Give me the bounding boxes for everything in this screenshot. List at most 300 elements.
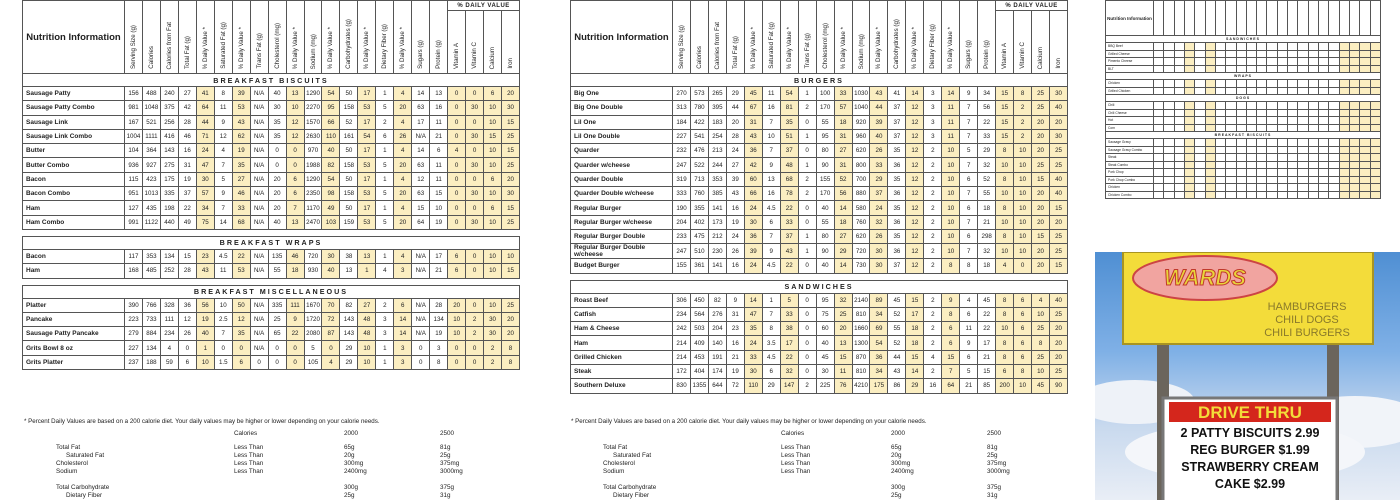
table-cell: 158 <box>340 101 358 115</box>
table-cell: 225 <box>816 379 834 393</box>
table-cell: 25 <box>1050 229 1068 243</box>
table-cell: 28 <box>430 298 448 312</box>
mini-cell <box>1174 191 1184 199</box>
table-cell: 36 <box>744 144 762 158</box>
board-line: STRAWBERRY CREAM <box>1181 460 1319 474</box>
mini-cell <box>1319 50 1329 58</box>
mini-cell <box>1360 161 1370 169</box>
table-cell: 115 <box>125 172 143 186</box>
cal-label: Calories <box>234 430 258 437</box>
table-cell: 2 <box>466 312 484 326</box>
item-name: Ham <box>23 264 125 278</box>
table-cell: 0 <box>466 144 484 158</box>
table-cell: 488 <box>142 87 160 101</box>
table-cell: N/A <box>412 298 430 312</box>
table-cell: 4 <box>448 144 466 158</box>
table-cell: 10 <box>484 249 502 263</box>
table-cell: 15 <box>996 115 1014 129</box>
mini-column-header <box>1257 1 1267 36</box>
item-name: Quarder <box>571 144 673 158</box>
mini-cell <box>1246 176 1256 184</box>
table-cell: 11 <box>834 365 852 379</box>
table-cell: 190 <box>673 201 691 215</box>
table-cell: 6 <box>960 201 978 215</box>
table-cell: 23 <box>726 322 744 336</box>
mini-cell <box>1288 124 1298 132</box>
mini-cell <box>1298 176 1308 184</box>
table-cell: 6 <box>960 229 978 243</box>
table-cell: 16 <box>762 101 780 115</box>
table-cell: 435 <box>142 201 160 215</box>
dv-nutrient: Saturated Fat <box>66 452 105 459</box>
table-cell: 1 <box>376 172 394 186</box>
mini-cell <box>1329 139 1339 147</box>
table-cell: 10 <box>1014 201 1032 215</box>
table-cell: 0 <box>448 215 466 229</box>
mini-cell <box>1164 191 1174 199</box>
mini-cell <box>1215 154 1225 162</box>
mini-cell <box>1154 176 1164 184</box>
table-cell: 10 <box>502 249 520 263</box>
column-header: Serving Size (g) <box>673 1 691 74</box>
table-cell: 24 <box>870 201 888 215</box>
table-cell: 35 <box>744 322 762 336</box>
table-cell: 30 <box>502 187 520 201</box>
table-cell: 4 <box>394 144 412 158</box>
mini-cell <box>1205 80 1215 88</box>
mini-cell <box>1370 124 1380 132</box>
dv-2500: 81g <box>987 444 998 451</box>
table-cell: 364 <box>142 144 160 158</box>
table-cell: 17 <box>358 172 376 186</box>
mini-cell <box>1267 161 1277 169</box>
mini-cell <box>1195 65 1205 73</box>
table-cell: 36 <box>888 215 906 229</box>
mini-cell <box>1154 109 1164 117</box>
mini-cell <box>1195 176 1205 184</box>
table-cell: 12 <box>906 144 924 158</box>
mini-cell <box>1360 169 1370 177</box>
mini-cell <box>1154 58 1164 66</box>
mini-cell <box>1360 58 1370 66</box>
mini-cell <box>1370 139 1380 147</box>
table-cell: 4.5 <box>214 249 232 263</box>
table-cell: 27 <box>726 158 744 172</box>
mini-cell <box>1174 146 1184 154</box>
mini-cell <box>1298 102 1308 110</box>
mini-cell <box>1298 124 1308 132</box>
mini-cell <box>1277 117 1287 125</box>
mini-cell <box>1288 161 1298 169</box>
mini-cell <box>1349 109 1359 117</box>
mini-column-header <box>1184 1 1194 36</box>
table-cell: 12 <box>214 129 232 143</box>
mini-cell <box>1319 184 1329 192</box>
table-cell: 28 <box>178 264 196 278</box>
table-cell: 960 <box>852 129 870 143</box>
mini-cell <box>1329 58 1339 66</box>
mini-cell <box>1246 146 1256 154</box>
mini-cell <box>1226 80 1236 88</box>
table-cell: 30 <box>1050 129 1068 143</box>
mini-cell <box>1236 176 1246 184</box>
column-header: Protein (g) <box>430 1 448 74</box>
table-cell: 1290 <box>304 172 322 186</box>
mini-cell <box>1308 154 1318 162</box>
table-cell: 24 <box>196 144 214 158</box>
dv-2000: 300g <box>891 484 906 491</box>
table-cell: 15 <box>996 129 1014 143</box>
table-cell: 13 <box>834 336 852 350</box>
table-cell: 20 <box>1032 187 1050 201</box>
table-cell: 40 <box>268 87 286 101</box>
table-cell: 1 <box>798 244 816 259</box>
table-cell: 30 <box>744 365 762 379</box>
mini-cell <box>1184 139 1194 147</box>
table-cell: 8 <box>960 259 978 273</box>
mini-cell <box>1277 65 1287 73</box>
table-cell: 2 <box>924 307 942 321</box>
table-row <box>571 215 1068 229</box>
table-cell: 155 <box>673 259 691 273</box>
dv-2000: 300g <box>344 484 359 491</box>
table-cell: 75 <box>196 215 214 229</box>
mini-cell <box>1246 154 1256 162</box>
table-cell: 56 <box>978 101 996 115</box>
mini-cell <box>1298 58 1308 66</box>
table-cell: 28 <box>726 129 744 143</box>
table-cell: 85 <box>978 379 996 393</box>
mini-cell <box>1184 109 1194 117</box>
table-cell: N/A <box>250 327 268 341</box>
mini-cell <box>1349 58 1359 66</box>
table-cell: 3 <box>924 115 942 129</box>
table-cell: 10 <box>448 312 466 326</box>
table-cell: 1 <box>798 158 816 172</box>
mini-cell <box>1154 146 1164 154</box>
table-cell: 12 <box>906 129 924 143</box>
mini-cell <box>1288 154 1298 162</box>
cal-2500: 2500 <box>987 430 1002 437</box>
mini-cell <box>1308 50 1318 58</box>
table-cell: 227 <box>125 341 143 355</box>
mini-cell <box>1349 102 1359 110</box>
mini-cell <box>1298 80 1308 88</box>
table-cell: 10 <box>286 101 304 115</box>
mini-cell <box>1215 80 1225 88</box>
table-cell: 361 <box>690 259 708 273</box>
table-cell: 2 <box>924 158 942 172</box>
table-cell: 90 <box>1050 379 1068 393</box>
table-cell: 620 <box>852 229 870 243</box>
table-row <box>23 115 520 129</box>
dv-2000: 300mg <box>891 460 911 467</box>
table-cell: 15 <box>430 187 448 201</box>
table-cell: 6 <box>942 322 960 336</box>
table-cell: 6 <box>394 298 412 312</box>
mini-cell <box>1236 124 1246 132</box>
table-cell: 10 <box>942 229 960 243</box>
table-cell: 780 <box>690 101 708 115</box>
column-header: % Daily Value * <box>286 1 304 74</box>
table-cell: 14 <box>394 312 412 326</box>
item-name: Grits Bowl 8 oz <box>23 341 125 355</box>
table-cell: 5 <box>960 365 978 379</box>
table-cell: 36 <box>744 229 762 243</box>
table-cell: 75 <box>816 307 834 321</box>
mini-cell <box>1215 65 1225 73</box>
mini-cell <box>1349 50 1359 58</box>
mini-cell <box>1184 43 1194 51</box>
table-cell: 2 <box>484 355 502 369</box>
dv-2000: 65g <box>891 444 902 451</box>
table-cell: 20 <box>1032 201 1050 215</box>
column-header: Sugars (g) <box>960 1 978 74</box>
mini-cell <box>1308 80 1318 88</box>
table-cell: 2 <box>1014 101 1032 115</box>
table-row <box>23 264 520 278</box>
mini-cell <box>1154 169 1164 177</box>
table-cell: 573 <box>690 87 708 101</box>
mini-cell <box>1184 87 1194 95</box>
table-cell: 0 <box>448 172 466 186</box>
table-cell: 48 <box>358 327 376 341</box>
table-cell: 10 <box>484 187 502 201</box>
table-cell: 25 <box>502 298 520 312</box>
mini-cell <box>1226 139 1236 147</box>
mini-cell <box>1257 109 1267 117</box>
table-cell: 22 <box>978 115 996 129</box>
mini-cell <box>1195 80 1205 88</box>
mini-cell <box>1154 161 1164 169</box>
mini-cell <box>1329 87 1339 95</box>
mini-cell <box>1195 139 1205 147</box>
table-cell: 30 <box>466 187 484 201</box>
table-cell: 33 <box>232 201 250 215</box>
mini-cell <box>1308 109 1318 117</box>
mini-cell <box>1329 65 1339 73</box>
table-cell: 2.5 <box>214 312 232 326</box>
cal-2000: 2000 <box>344 430 359 437</box>
table-cell: 20 <box>1050 336 1068 350</box>
table-cell: 2 <box>1014 129 1032 143</box>
table-cell: 10 <box>942 244 960 259</box>
table-cell: 13 <box>358 249 376 263</box>
table-cell: 2 <box>924 144 942 158</box>
mini-cell <box>1236 87 1246 95</box>
mini-cell <box>1267 109 1277 117</box>
table-cell: 810 <box>852 307 870 321</box>
mini-cell <box>1174 43 1184 51</box>
table-cell: 17 <box>358 144 376 158</box>
mini-column-header <box>1164 1 1174 36</box>
table-cell: 43 <box>726 187 744 201</box>
mini-cell <box>1246 58 1256 66</box>
mini-cell <box>1174 176 1184 184</box>
table-cell: 66 <box>744 187 762 201</box>
table-cell: 10 <box>1014 229 1032 243</box>
table-cell: 117 <box>125 249 143 263</box>
table-cell: 256 <box>160 115 178 129</box>
mini-cell <box>1370 184 1380 192</box>
mini-cell <box>1154 139 1164 147</box>
mini-column-header <box>1154 1 1164 36</box>
mini-cell <box>1257 176 1267 184</box>
mini-cell <box>1329 50 1339 58</box>
mini-item: Chicken <box>1106 80 1154 88</box>
mini-cell <box>1246 169 1256 177</box>
table-cell: 110 <box>322 129 340 143</box>
mini-section: SANDWICHES <box>1106 36 1381 43</box>
table-cell: 20 <box>1032 129 1050 143</box>
mini-cell <box>1308 58 1318 66</box>
mini-cell <box>1267 191 1277 199</box>
table-cell: 1 <box>376 355 394 369</box>
mini-column-header <box>1277 1 1287 36</box>
mini-cell <box>1288 102 1298 110</box>
table-cell: 11 <box>214 101 232 115</box>
item-name: Catfish <box>571 307 673 321</box>
table-row <box>23 355 520 369</box>
table-cell: 733 <box>142 312 160 326</box>
table-cell: 15 <box>484 129 502 143</box>
column-header: Calories <box>142 1 160 74</box>
table-cell: 46 <box>232 187 250 201</box>
table-cell: 17 <box>978 336 996 350</box>
table-cell: 25 <box>1032 87 1050 101</box>
mini-item: Steak Combo <box>1106 161 1154 169</box>
column-header: Iron <box>1050 11 1068 74</box>
table-cell: 31 <box>744 115 762 129</box>
mini-cell <box>1308 65 1318 73</box>
table-cell: 4 <box>996 259 1014 273</box>
mini-cell <box>1308 184 1318 192</box>
table-cell: 98 <box>322 187 340 201</box>
sign-logo-text: WARDS <box>1164 265 1246 290</box>
table-cell: 204 <box>708 322 726 336</box>
table-cell: N/A <box>250 129 268 143</box>
mini-column-header <box>1288 1 1298 36</box>
table-cell: 242 <box>673 322 691 336</box>
item-name: Ham & Cheese <box>571 322 673 336</box>
table-cell: 8 <box>1014 87 1032 101</box>
table-cell: 174 <box>708 365 726 379</box>
sign-line: CHILI BURGERS <box>1264 327 1350 339</box>
mini-cell <box>1277 176 1287 184</box>
table-cell: 328 <box>160 298 178 312</box>
item-name: Big One Double <box>571 101 673 115</box>
table-cell: 2 <box>376 115 394 129</box>
mini-item: BLT <box>1106 65 1154 73</box>
section-header: SANDWICHES <box>571 280 1068 293</box>
table-cell: 10 <box>996 187 1014 201</box>
mini-cell <box>1195 184 1205 192</box>
mini-cell <box>1236 169 1246 177</box>
mini-cell <box>1195 109 1205 117</box>
mini-cell <box>1205 146 1215 154</box>
table-cell: 52 <box>888 336 906 350</box>
table-cell: 29 <box>906 379 924 393</box>
mini-cell <box>1329 154 1339 162</box>
footnote: * Percent Daily Values are based on a 200 calorie diet. Your daily values may be higher or lower depending on your calorie needs. <box>24 418 380 425</box>
mini-cell <box>1298 191 1308 199</box>
table-cell: 43 <box>870 87 888 101</box>
mini-cell <box>1339 65 1349 73</box>
table-cell: 409 <box>690 336 708 350</box>
table-cell: 2 <box>924 365 942 379</box>
table-cell: 2080 <box>304 327 322 341</box>
mini-column-header <box>1205 1 1215 36</box>
table-cell: 522 <box>690 158 708 172</box>
table-cell: 0 <box>448 341 466 355</box>
mini-cell <box>1267 169 1277 177</box>
mini-cell <box>1267 117 1277 125</box>
mini-cell <box>1319 65 1329 73</box>
table-cell: 7 <box>214 201 232 215</box>
table-cell: 951 <box>125 187 143 201</box>
mini-cell <box>1370 58 1380 66</box>
table-cell: 810 <box>852 365 870 379</box>
mini-cell <box>1277 109 1287 117</box>
column-header: Cholesterol (mg) <box>268 1 286 74</box>
table-cell: 8 <box>996 144 1014 158</box>
mini-cell <box>1205 58 1215 66</box>
table-cell: 14 <box>394 327 412 341</box>
mini-cell <box>1164 124 1174 132</box>
table-cell: 20 <box>1032 259 1050 273</box>
table-cell: 10 <box>448 327 466 341</box>
mini-cell <box>1184 176 1194 184</box>
mini-cell <box>1277 43 1287 51</box>
table-cell: 11 <box>430 158 448 172</box>
dv-nutrient: Cholesterol <box>603 460 635 467</box>
mini-cell <box>1339 169 1349 177</box>
item-name: Quarder Double <box>571 172 673 186</box>
mini-cell <box>1174 184 1184 192</box>
table-cell: 45 <box>1032 379 1050 393</box>
mini-cell <box>1370 102 1380 110</box>
table-cell: 20 <box>1032 144 1050 158</box>
table-cell: 36 <box>888 187 906 201</box>
table-row <box>571 87 1068 101</box>
mini-cell <box>1308 117 1318 125</box>
table-cell: 10 <box>762 129 780 143</box>
table-cell: 10 <box>1014 244 1032 259</box>
table-cell: 38 <box>780 322 798 336</box>
column-header: Sodium (mg) <box>304 1 322 74</box>
mini-cell <box>1236 184 1246 192</box>
table-row <box>571 365 1068 379</box>
table-row <box>571 172 1068 186</box>
table-cell: 6 <box>960 350 978 364</box>
table-cell: 18 <box>906 322 924 336</box>
mini-cell <box>1164 109 1174 117</box>
table-cell: 14 <box>906 87 924 101</box>
table-cell: 82 <box>322 158 340 172</box>
table-cell: 0 <box>466 341 484 355</box>
table-cell: 37 <box>888 259 906 273</box>
column-header: Calories from Fat <box>160 1 178 74</box>
table-cell: 4 <box>394 115 412 129</box>
item-name: Quarder Double w/cheese <box>571 187 673 201</box>
table-cell: 541 <box>690 129 708 143</box>
table-row <box>23 187 520 201</box>
table-cell: N/A <box>250 215 268 229</box>
mini-item: Chili Cheese <box>1106 109 1154 117</box>
table-cell: 20 <box>502 327 520 341</box>
mini-cell <box>1267 146 1277 154</box>
table-cell: 69 <box>870 322 888 336</box>
